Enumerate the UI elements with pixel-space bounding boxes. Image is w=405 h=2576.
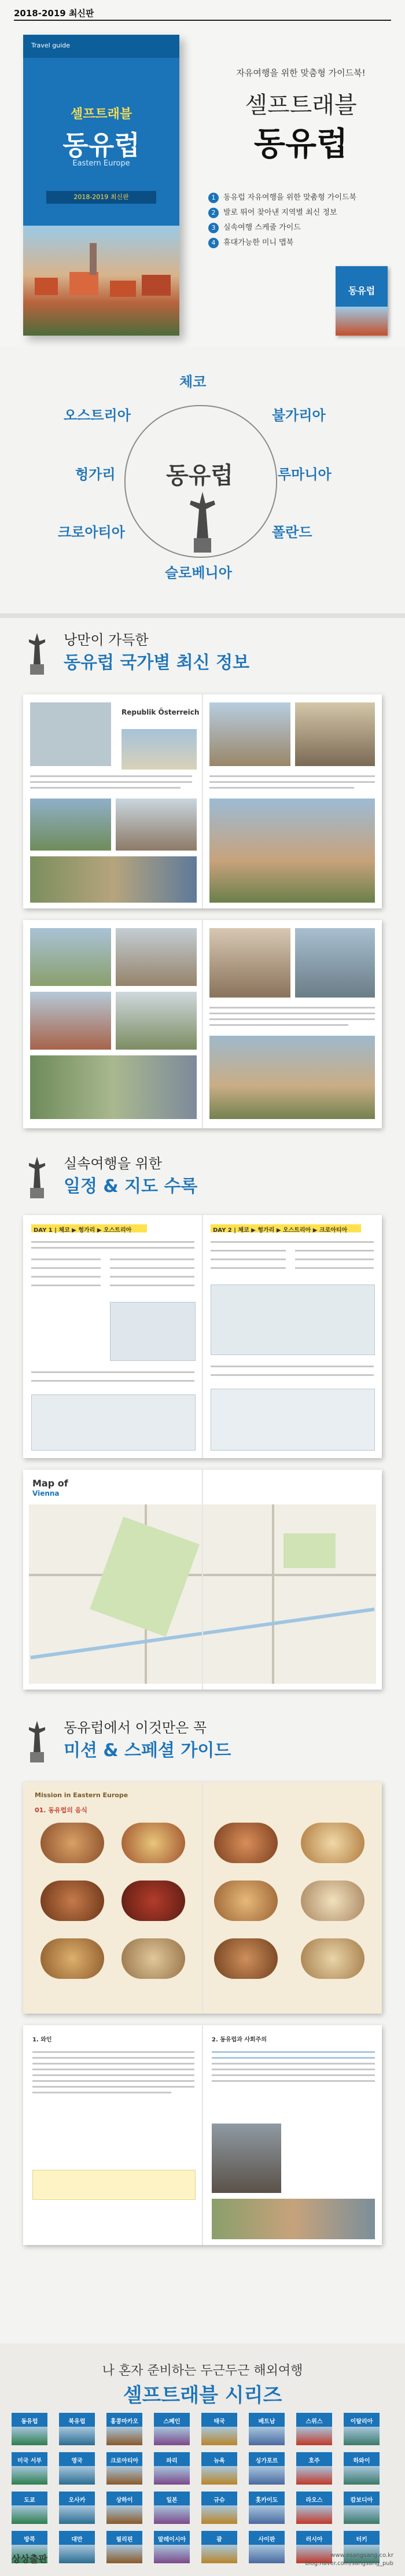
statue-icon [174, 486, 231, 555]
series-book-title: 터키 [356, 2537, 367, 2543]
series-book[interactable] [249, 2413, 285, 2445]
feature-text: 동유럽 자유여행을 위한 맞춤형 가이드북 [223, 193, 357, 202]
tram-photo [209, 702, 290, 766]
region-title: 동유럽 [166, 462, 233, 489]
series-title: 셀프트래블 시리즈 [123, 2384, 282, 2407]
publisher-blog[interactable]: blog.naver.com/sangsang_pub [305, 2560, 393, 2567]
palace-photo [122, 729, 197, 770]
series-book[interactable] [59, 2413, 95, 2445]
series-book-photo [106, 2505, 142, 2524]
map-city: Vienna [32, 1489, 60, 1497]
series-book-photo [201, 2427, 237, 2445]
series-book-photo [106, 2427, 142, 2445]
series-book-photo [249, 2427, 285, 2445]
series-book[interactable] [296, 2452, 332, 2485]
series-book[interactable] [201, 2492, 237, 2524]
book-title: 동유럽 [253, 126, 348, 163]
series-book[interactable] [344, 2492, 380, 2524]
map-image [30, 702, 111, 766]
section-title: 미션 & 스페셜 가이드 [64, 1740, 231, 1761]
series-book-title: 홍콩마카오 [110, 2419, 139, 2425]
food-photo [214, 1881, 278, 1921]
special-spread [23, 2025, 382, 2245]
series-book[interactable] [106, 2492, 142, 2524]
book-cover [23, 35, 179, 336]
series-book-photo [154, 2505, 190, 2524]
series-book-photo [12, 2427, 47, 2445]
statue-icon [23, 631, 51, 677]
series-book-photo [249, 2466, 285, 2485]
feature-number: 2 [208, 208, 219, 218]
publisher-logo: 상상출판 [12, 2553, 47, 2564]
series-book-title: 도쿄 [24, 2497, 35, 2504]
schedule-heading: DAY 1 | 체코 ▶ 헝가리 ▶ 오스트리아 [34, 1227, 132, 1234]
series-book[interactable] [154, 2531, 190, 2563]
series-book-photo [59, 2545, 95, 2563]
series-book-title: 라오스 [305, 2497, 323, 2504]
series-book-photo [344, 2466, 380, 2485]
route-map [31, 1394, 196, 1451]
park-photo [116, 992, 197, 1050]
spread-heading: Republik Österreich [122, 708, 200, 716]
mission-subtitle: 01. 동유럽의 음식 [35, 1806, 87, 1814]
sample-spread [23, 694, 382, 908]
church-photo [295, 702, 375, 766]
series-book-photo [106, 2545, 142, 2563]
country-label: 체코 [179, 374, 207, 390]
food-photo [122, 1823, 185, 1863]
series-book-photo [296, 2505, 332, 2524]
route-map [211, 1285, 375, 1355]
landscape-photo [30, 856, 197, 903]
series-book-photo [106, 2466, 142, 2485]
series-book[interactable] [201, 2452, 237, 2485]
statue-icon [23, 1718, 51, 1765]
feature-item [208, 206, 337, 218]
series-book-photo [59, 2427, 95, 2445]
food-photo [301, 1823, 365, 1863]
mini-book-title: 동유럽 [348, 285, 375, 296]
bridge-photo [295, 928, 375, 998]
series-book[interactable] [344, 2452, 380, 2485]
food-photo [301, 1938, 365, 1979]
section-title: 일정 & 지도 수록 [64, 1176, 198, 1197]
series-name: 셀프트래블 [245, 92, 357, 119]
series-book[interactable] [106, 2413, 142, 2445]
map-spread [23, 1470, 382, 1690]
series-book-photo [12, 2466, 47, 2485]
countries-section [0, 347, 405, 613]
feature-item [208, 236, 293, 248]
interior-photo [209, 928, 290, 998]
series-book-photo [344, 2505, 380, 2524]
series-book[interactable] [59, 2492, 95, 2524]
series-book-title: 방콕 [24, 2537, 35, 2543]
series-book-photo [249, 2545, 285, 2563]
street-photo [116, 798, 197, 851]
mission-title: Mission in Eastern Europe [35, 1791, 128, 1799]
castle-photo [30, 928, 111, 986]
food-photo [301, 1881, 365, 1921]
country-label: 불가리아 [272, 407, 326, 424]
edition-label: 2018-2019 최신판 [14, 8, 94, 19]
series-book[interactable] [296, 2413, 332, 2445]
series-book[interactable] [154, 2492, 190, 2524]
series-book[interactable] [106, 2531, 142, 2563]
series-book-title: 싱가포르 [255, 2458, 278, 2464]
series-book[interactable] [249, 2492, 285, 2524]
tagline: 자유여행을 위한 맞춤형 가이드북! [236, 68, 366, 78]
series-section [0, 2343, 405, 2576]
series-book-photo [201, 2505, 237, 2524]
feature-number: 4 [208, 238, 219, 248]
plaza-photo [116, 928, 197, 986]
series-book-title: 동유럽 [21, 2419, 38, 2425]
series-book-title: 필리핀 [116, 2537, 133, 2543]
city-photo [30, 798, 111, 851]
series-book[interactable] [12, 2492, 47, 2524]
series-book[interactable] [154, 2452, 190, 2485]
food-photo [41, 1823, 104, 1863]
country-label: 루마니아 [278, 466, 332, 483]
cover-photo [23, 226, 179, 336]
series-book[interactable] [59, 2531, 95, 2563]
series-book-title: 파리 [166, 2458, 178, 2464]
feature-number: 1 [208, 193, 219, 203]
route-map [110, 1302, 196, 1361]
section-subtitle: 동유럽에서 이것만은 꼭 [64, 1720, 207, 1736]
series-book-title: 북유럽 [68, 2419, 86, 2425]
series-book-photo [154, 2466, 190, 2485]
series-book[interactable] [12, 2452, 47, 2485]
country-label: 오스트리아 [64, 407, 131, 424]
special-heading: 2. 동유럽과 사회주의 [212, 2037, 267, 2043]
mission-spread [23, 1782, 382, 2014]
cover-brand: Travel guide [31, 42, 70, 49]
section-subtitle: 낭만이 가득한 [64, 632, 149, 648]
feature-item [208, 191, 356, 203]
series-book-photo [201, 2466, 237, 2485]
series-book-title: 크로아티아 [110, 2458, 139, 2464]
series-book-title: 이탈리아 [350, 2419, 373, 2425]
street-photo [212, 2199, 375, 2239]
series-book-title: 일본 [166, 2497, 178, 2504]
feature-number: 3 [208, 223, 219, 233]
feature-item [208, 221, 301, 233]
series-book[interactable] [344, 2413, 380, 2445]
country-label: 크로아티아 [58, 524, 125, 540]
feature-text: 실속여행 스케줄 가이드 [223, 223, 301, 232]
mini-book-photo [336, 307, 388, 336]
river-photo [209, 1036, 375, 1119]
series-book-title: 스위스 [305, 2419, 323, 2425]
route-map [211, 1389, 375, 1451]
cover-edition: 2018-2019 최신판 [46, 191, 156, 204]
series-book[interactable] [249, 2452, 285, 2485]
food-photo [41, 1881, 104, 1921]
section-subtitle: 실속여행을 위한 [64, 1155, 162, 1172]
series-book-photo [154, 2427, 190, 2445]
section-header [23, 625, 382, 683]
series-book[interactable] [296, 2492, 332, 2524]
series-book-title: 러시아 [305, 2537, 323, 2543]
series-book-title: 괌 [216, 2537, 222, 2543]
series-book-photo [296, 2427, 332, 2445]
series-book[interactable] [154, 2413, 190, 2445]
series-book-title: 사이판 [258, 2537, 275, 2543]
series-book[interactable] [201, 2413, 237, 2445]
feature-text: 휴대가능한 미니 맵북 [223, 238, 294, 247]
series-book-title: 영국 [71, 2458, 83, 2464]
food-photo [122, 1938, 185, 1979]
series-book[interactable] [12, 2413, 47, 2445]
series-book-title: 스페인 [163, 2419, 181, 2425]
food-photo [122, 1881, 185, 1921]
tip-box [32, 2170, 196, 2200]
sample-spread [23, 920, 382, 1128]
country-label: 폴란드 [272, 524, 312, 540]
publisher-contact [301, 2552, 393, 2568]
series-book-title: 규슈 [213, 2497, 225, 2504]
series-book[interactable] [249, 2531, 285, 2563]
section-header [23, 1149, 382, 1206]
series-book[interactable] [106, 2452, 142, 2485]
series-book-title: 홋카이도 [255, 2497, 278, 2504]
series-book-photo [201, 2545, 237, 2563]
food-photo [214, 1823, 278, 1863]
series-book-title: 캄보디아 [350, 2497, 373, 2504]
statue-icon [23, 1154, 51, 1201]
mini-mapbook [336, 266, 388, 336]
series-book-photo [59, 2505, 95, 2524]
series-book[interactable] [201, 2531, 237, 2563]
roof-photo [30, 992, 111, 1050]
series-book-photo [154, 2545, 190, 2563]
cover-subtitle: Eastern Europe [72, 159, 130, 168]
series-book-photo [12, 2505, 47, 2524]
series-book[interactable] [59, 2452, 95, 2485]
schedule-heading: DAY 2 | 체코 ▶ 헝가리 ▶ 오스트리아 ▶ 크로아티아 [213, 1227, 348, 1234]
garden-photo [30, 1055, 197, 1119]
food-photo [41, 1938, 104, 1979]
section-title: 동유럽 국가별 최신 정보 [64, 653, 250, 673]
special-heading: 1. 와인 [32, 2037, 52, 2043]
series-book-photo [59, 2466, 95, 2485]
divider [14, 20, 391, 21]
series-book-title: 미국 서부 [17, 2458, 42, 2464]
series-book-photo [344, 2427, 380, 2445]
country-label: 헝가리 [75, 466, 116, 483]
series-book-photo [296, 2466, 332, 2485]
hero-section [0, 0, 405, 347]
feature-text: 발로 뛰어 찾아낸 지역별 최신 정보 [223, 208, 337, 217]
food-photo [214, 1938, 278, 1979]
series-book-title: 말레이시아 [157, 2537, 186, 2543]
series-book-title: 하와이 [353, 2458, 370, 2464]
series-book-photo [249, 2505, 285, 2524]
schedule-spread [23, 1215, 382, 1458]
publisher-url[interactable]: www.esangsang.co.kr [330, 2552, 393, 2559]
country-label: 슬로베니아 [165, 565, 232, 581]
series-book-title: 베트남 [258, 2419, 275, 2425]
cover-series: 셀프트래블 [70, 107, 132, 122]
series-book-title: 태국 [213, 2419, 225, 2425]
series-book-title: 상하이 [116, 2497, 133, 2504]
old-town-photo [209, 798, 375, 903]
map-title: Map of [32, 1478, 68, 1489]
series-tagline: 나 혼자 준비하는 두근두근 해외여행 [102, 2364, 303, 2378]
history-photo [212, 2124, 281, 2193]
series-book-title: 오사카 [68, 2497, 86, 2504]
section-header [23, 1713, 382, 1771]
series-book-title: 뉴욕 [213, 2458, 225, 2464]
cover-title: 동유럽 [62, 130, 140, 161]
section-divider [0, 613, 405, 618]
series-book-title: 대만 [71, 2537, 83, 2543]
series-book-title: 호주 [308, 2458, 320, 2464]
